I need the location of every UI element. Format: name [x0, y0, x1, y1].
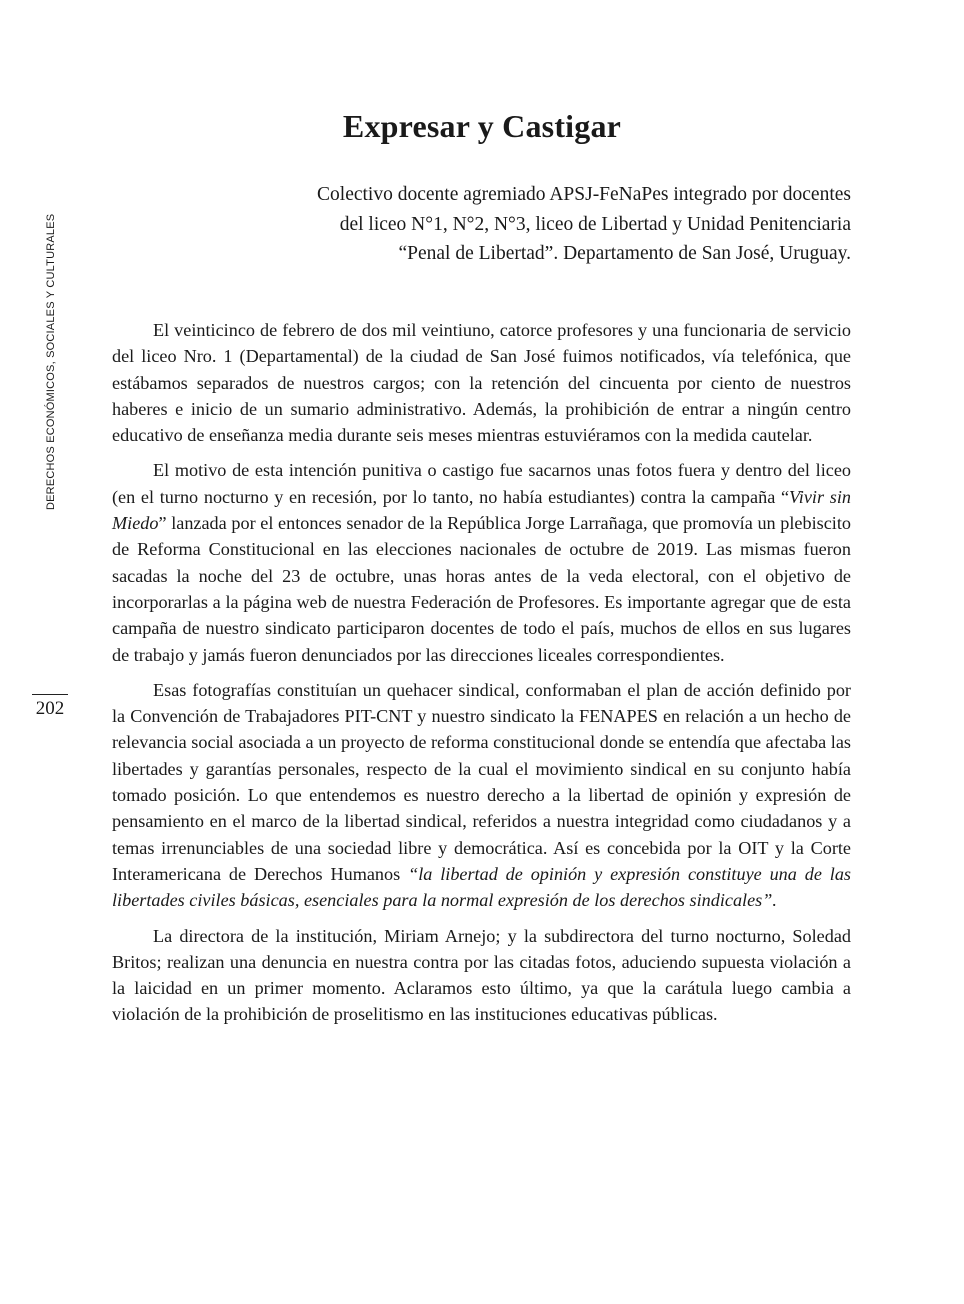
- article-title: Expresar y Castigar: [342, 108, 622, 144]
- paragraph-3: [112, 677, 851, 914]
- author-line: del liceo N°1, N°2, N°3, liceo de Libertad y Unidad Penitenciaria: [339, 213, 851, 235]
- paragraph-2-text-end: ” lanzada por el entonces senador de la República Jorge Larrañaga, que promovía un plebiscito de Reforma Constitucional en las elecciones nacionales de octubre de 2019. Las mismas fueron sacadas la noche del 23 de octubre, unas horas antes de la veda electoral, con el objetivo de incorporarlas a la página web de nuestra Federación de Profesores. Es importante agregar que de esta campaña de nuestro sindicato participaron docentes de todo el país, muchos de ellos en sus lugares de trabajo y jamás fueron denunciados por las direcciones liceales correspondientes.: [112, 513, 851, 665]
- paragraph-2: [112, 457, 851, 667]
- running-head-vertical: DERECHOS ECONÓMICOS, SOCIALES Y CULTURALES: [45, 213, 57, 510]
- paragraph-3-text: Esas fotografías constituían un quehacer sindical, conformaban el plan de acción definido por la Convención de Trabajadores PIT-CNT y nuestro sindicato la FENAPES en relación a un hecho de relevancia social asociada a un proyecto de reforma constitucional donde se entendía que afectaba las libertades y garantías personales, respecto de la cual el movimiento sindical en su conjunto había tomado posición. Lo que entendemos es nuestro derecho a la libertad de opinión y expresión de pensamiento en el marco de la libertad sindical, referidos a nuestra integridad como ciudadanos y a temas irrenunciables de una sociedad libre y democrática. Así es concebida por la OIT y la Corte Interamericana de Derechos Humanos: [112, 679, 851, 884]
- author-line: “Penal de Libertad”. Departamento de San José, Uruguay.: [398, 243, 851, 264]
- author-line: Colectivo docente agremiado APSJ-FeNaPes integrado por docentes: [317, 184, 851, 205]
- campaign-name-italic: Vivir sin Miedo: [112, 486, 851, 534]
- quote-italic: “la libertad de opinión y expresión constituye una de las libertades civiles básicas, esenciales para la normal expresión de los derechos sindicales”.: [112, 863, 851, 911]
- paragraph-2-text-start: El motivo de esta intención punitiva o castigo fue sacarnos unas fotos fuera y dentro del liceo (en el turno nocturno y en recesión, por lo tanto, no había estudiantes) contra la campaña “: [112, 460, 851, 507]
- author-attribution: [200, 180, 851, 269]
- page-number-rule: [32, 694, 68, 695]
- article-body: [112, 317, 851, 1037]
- paragraph-1: El veinticinco de febrero de dos mil veintiuno, catorce profesores y una funcionaria de servicio del liceo Nro. 1 (Departamental) de la ciudad de San José fuimos notificados, vía telefónica, que estábamos separados de nuestros cargos; con la retención del cincuenta por ciento de nuestros haberes e inicio de un sumario administrativo. Además, la prohibición de entrar a ningún centro educativo de enseñanza media durante seis meses mientras estuviéramos con la medida cautelar.: [112, 320, 851, 446]
- page-number: 202: [35, 698, 65, 719]
- paragraph-4: La directora de la institución, Miriam Arnejo; y la subdirectora del turno nocturno, Soledad Britos; realizan una denuncia en nuestra contra por las citadas fotos, aduciendo supuesta violación a la laicidad en un primer momento. Aclaramos esto último, ya que la carátula luego cambia a violación de la prohibición de proselitismo en las instituciones educativas públicas.: [112, 925, 851, 1025]
